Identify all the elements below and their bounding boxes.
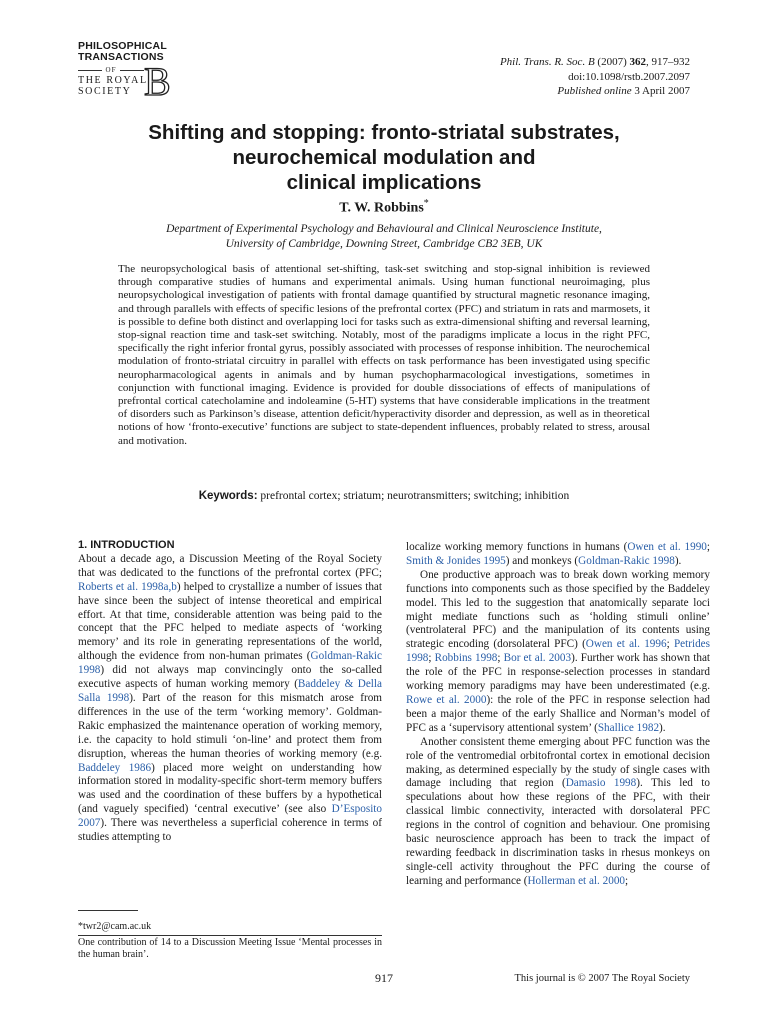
- footnote-divider: [78, 910, 138, 911]
- logo-of: OF: [78, 66, 144, 74]
- text-run: ). This led to speculations about how these regions of the PFC, with their classical limbic connectivity, interacted with dorsolateral PFC regions in the control of cognition and behaviour. One promising basic neuroscience approach has been to track the impact of rewarding feedback in discrimination tasks in rhesus monkeys on single-cell activity throughout the PFC during the course of learning and performance (: [406, 777, 710, 887]
- reference-link[interactable]: Owen et al. 1996: [585, 638, 667, 651]
- royal-society-logo: [78, 40, 178, 104]
- keywords-text: prefrontal cortex; striatum; neurotransmitters; switching; inhibition: [257, 490, 570, 502]
- logo-line-society: SOCIETY: [78, 86, 132, 97]
- text-run: localize working memory functions in humans (: [406, 541, 628, 553]
- left-column: [78, 539, 382, 845]
- text-run: ).: [659, 721, 666, 734]
- keywords-label: Keywords:: [198, 490, 258, 502]
- intro-paragraph: [78, 553, 382, 845]
- paper-title: [60, 120, 708, 195]
- citation-line: [500, 55, 690, 70]
- volume: 362: [629, 56, 646, 68]
- paragraph-continued: [406, 541, 710, 569]
- doi[interactable]: doi:10.1098/rstb.2007.2097: [568, 70, 690, 83]
- keywords: [60, 490, 708, 502]
- title-line-3: clinical implications: [286, 171, 482, 194]
- reference-link[interactable]: Baddeley 1986: [78, 761, 152, 774]
- reference-link[interactable]: Owen et al. 1990: [627, 541, 707, 553]
- text-run: ) and monkeys (: [505, 554, 579, 567]
- paragraph-orbitofrontal: [406, 736, 710, 889]
- author-name: T. W. Robbins: [339, 200, 424, 216]
- published-line: [500, 84, 690, 99]
- text-run: ;: [706, 541, 711, 553]
- text-run: ;: [625, 874, 629, 887]
- text-run: Another consistent theme emerging about PFC function was the role of the ventromedial orbitofrontal cortex in emotional decision making, as determined especially by the study of single cases with damage including that region (: [406, 735, 710, 790]
- pages: , 917–932: [646, 56, 690, 68]
- text-run: ;: [666, 638, 674, 651]
- text-run: About a decade ago, a Discussion Meeting of the Royal Society that was dedicated to the functions of the prefrontal cortex (PFC;: [78, 552, 382, 579]
- affiliation: [60, 222, 708, 252]
- text-run: One productive approach was to break down working memory functions into components such as those specified by the Baddeley model. This led to the suggestion that anatomically separate loci might mediate functions such as ‘holding stimuli online’ (ventrolateral PFC) and the manipulation of its contents using strategic encoding (dorsolateral PFC) (: [406, 568, 710, 651]
- title-line-1: Shifting and stopping: fronto-striatal substrates,: [148, 121, 620, 144]
- author-mark: *: [423, 198, 429, 209]
- page-number: 917: [375, 971, 393, 985]
- text-run: ).: [674, 554, 682, 567]
- text-run: ) helped to crystallize a number of issues that have since been the subject of intense theoretical and empirical effort. At that time, considerable attention was being paid to the concept that the PFC helped to mediate aspects of ‘working memory’ and its role in generating representations of the world, although the evidence from non-human primates (: [78, 580, 382, 663]
- logo-line-philosophical: PHILOSOPHICAL: [78, 40, 167, 52]
- reference-link[interactable]: Petrides 1998: [406, 638, 710, 665]
- year: (2007): [594, 56, 630, 68]
- reference-link[interactable]: Rowe et al. 2000: [406, 693, 487, 706]
- published-label: Published online: [557, 85, 632, 97]
- logo-letter-b: B: [144, 59, 171, 104]
- footnote-email: *twr2@cam.ac.uk: [78, 921, 152, 932]
- text-run: ). Further work has shown that the role of the PFC in response-selection processes in standard working memory paradigms may have been underestimated (e.g.: [406, 652, 711, 693]
- text-run: ): the role of the PFC in response selection had been a major theme of the early Shallice and Norman’s model of PFC as a ‘supervisory attentional system’ (: [406, 693, 710, 734]
- title-line-2: neurochemical modulation and: [232, 146, 536, 169]
- text-run: ;: [497, 652, 504, 665]
- reference-link[interactable]: Shallice 1982: [597, 721, 660, 734]
- reference-link[interactable]: Robbins 1998: [434, 652, 498, 665]
- published-date: 3 April 2007: [631, 85, 690, 97]
- author: [60, 198, 708, 217]
- reference-link[interactable]: Goldman-Rakic 1998: [78, 650, 382, 677]
- reference-link[interactable]: Goldman-Rakic 1998: [578, 554, 675, 567]
- text-run: ) did not always map convincingly onto the so-called executive aspects of human working memory (: [78, 664, 382, 691]
- reference-link[interactable]: Smith & Jonides 1995: [406, 554, 506, 567]
- reference-link[interactable]: Baddeley & Della Salla 1998: [78, 678, 382, 704]
- reference-link[interactable]: Damasio 1998: [565, 777, 637, 790]
- affiliation-line-2: University of Cambridge, Downing Street, Cambridge CB2 3EB, UK: [225, 238, 543, 250]
- copyright: This journal is © 2007 The Royal Society: [514, 973, 690, 984]
- reference-link[interactable]: D’Esposito 2007: [78, 803, 382, 830]
- text-run: ). There was nevertheless a superficial coherence in terms of studies attempting to: [78, 817, 382, 844]
- citation-meta: [500, 55, 690, 99]
- text-run: ;: [428, 652, 435, 665]
- logo-line-transactions: TRANSACTIONS: [78, 51, 164, 63]
- logo-line-the-royal: THE ROYAL: [78, 75, 148, 86]
- reference-link[interactable]: Roberts et al. 1998a,b: [78, 580, 177, 593]
- affiliation-line-1: Department of Experimental Psychology and Behavioural and Clinical Neuroscience Institute,: [166, 223, 602, 235]
- journal-name: Phil. Trans. R. Soc. B: [499, 56, 595, 68]
- text-run: ). Part of the reason for this mismatch arose from differences in the use of the term ‘working memory’. Goldman-Rakic emphasized the maintenance operation of working memory, i.e. the capacity to hold stimuli ‘on-line’ and protect them from disruption, whereas the human theories of working memory (e.g.: [78, 691, 382, 760]
- footnote-contribution: One contribution of 14 to a Discussion Meeting Issue ‘Mental processes in the human brain’.: [78, 937, 382, 960]
- right-column: [406, 541, 710, 889]
- section-heading: 1. INTRODUCTION: [78, 539, 175, 551]
- reference-link[interactable]: Bor et al. 2003: [503, 652, 572, 665]
- abstract: The neuropsychological basis of attentional set-shifting, task-set switching and stop-signal inhibition is reviewed through comparative studies of humans and experimental animals. Using human functional neuroimaging, plus neuropsychological investigation of patients with frontal damage quantified by structural magnetic resonance imaging, and through parallels with effects of specific lesions of the prefrontal cortex (PFC) and striatum in rats and marmosets, it is possible to define both distinct and overlapping loci for tasks such as extra-dimensional shifting and reversal learning, stop-signal reaction time and task-set switching. Notably, most of the paradigms implicate a locus in the right PFC, specifically the right inferior frontal gyrus, possibly associated with processes of response inhibition. The neurochemical modulation of fronto-striatal circuitry in parallel with effects on task performance has been investigated using specific neuropharmacological agents in animals and by human psychopharmacological investigations, sometimes in conjunction with functional imaging. Evidence is provided for double dissociations of effects of manipulations of prefrontal cortical catecholamine and indoleamine (5-HT) systems that have considerable implications in the treatment of disorders such as Parkinson’s disease, attention deficit/hyperactivity disorder and depression, as well as in theoretical notions of how ‘fronto-executive’ functions are subject to state-dependent influences, probably related to stress, arousal and motivation.: [118, 263, 650, 447]
- text-run: ) placed more weight on understanding how information stored in modality-specific short-term memory buffers was used and the coordination of these buffers by a hypothetical (and vaguely specified) ‘central executive’ (see also: [78, 761, 382, 816]
- paragraph-working-memory: [406, 569, 710, 736]
- reference-link[interactable]: Hollerman et al. 2000: [527, 874, 626, 887]
